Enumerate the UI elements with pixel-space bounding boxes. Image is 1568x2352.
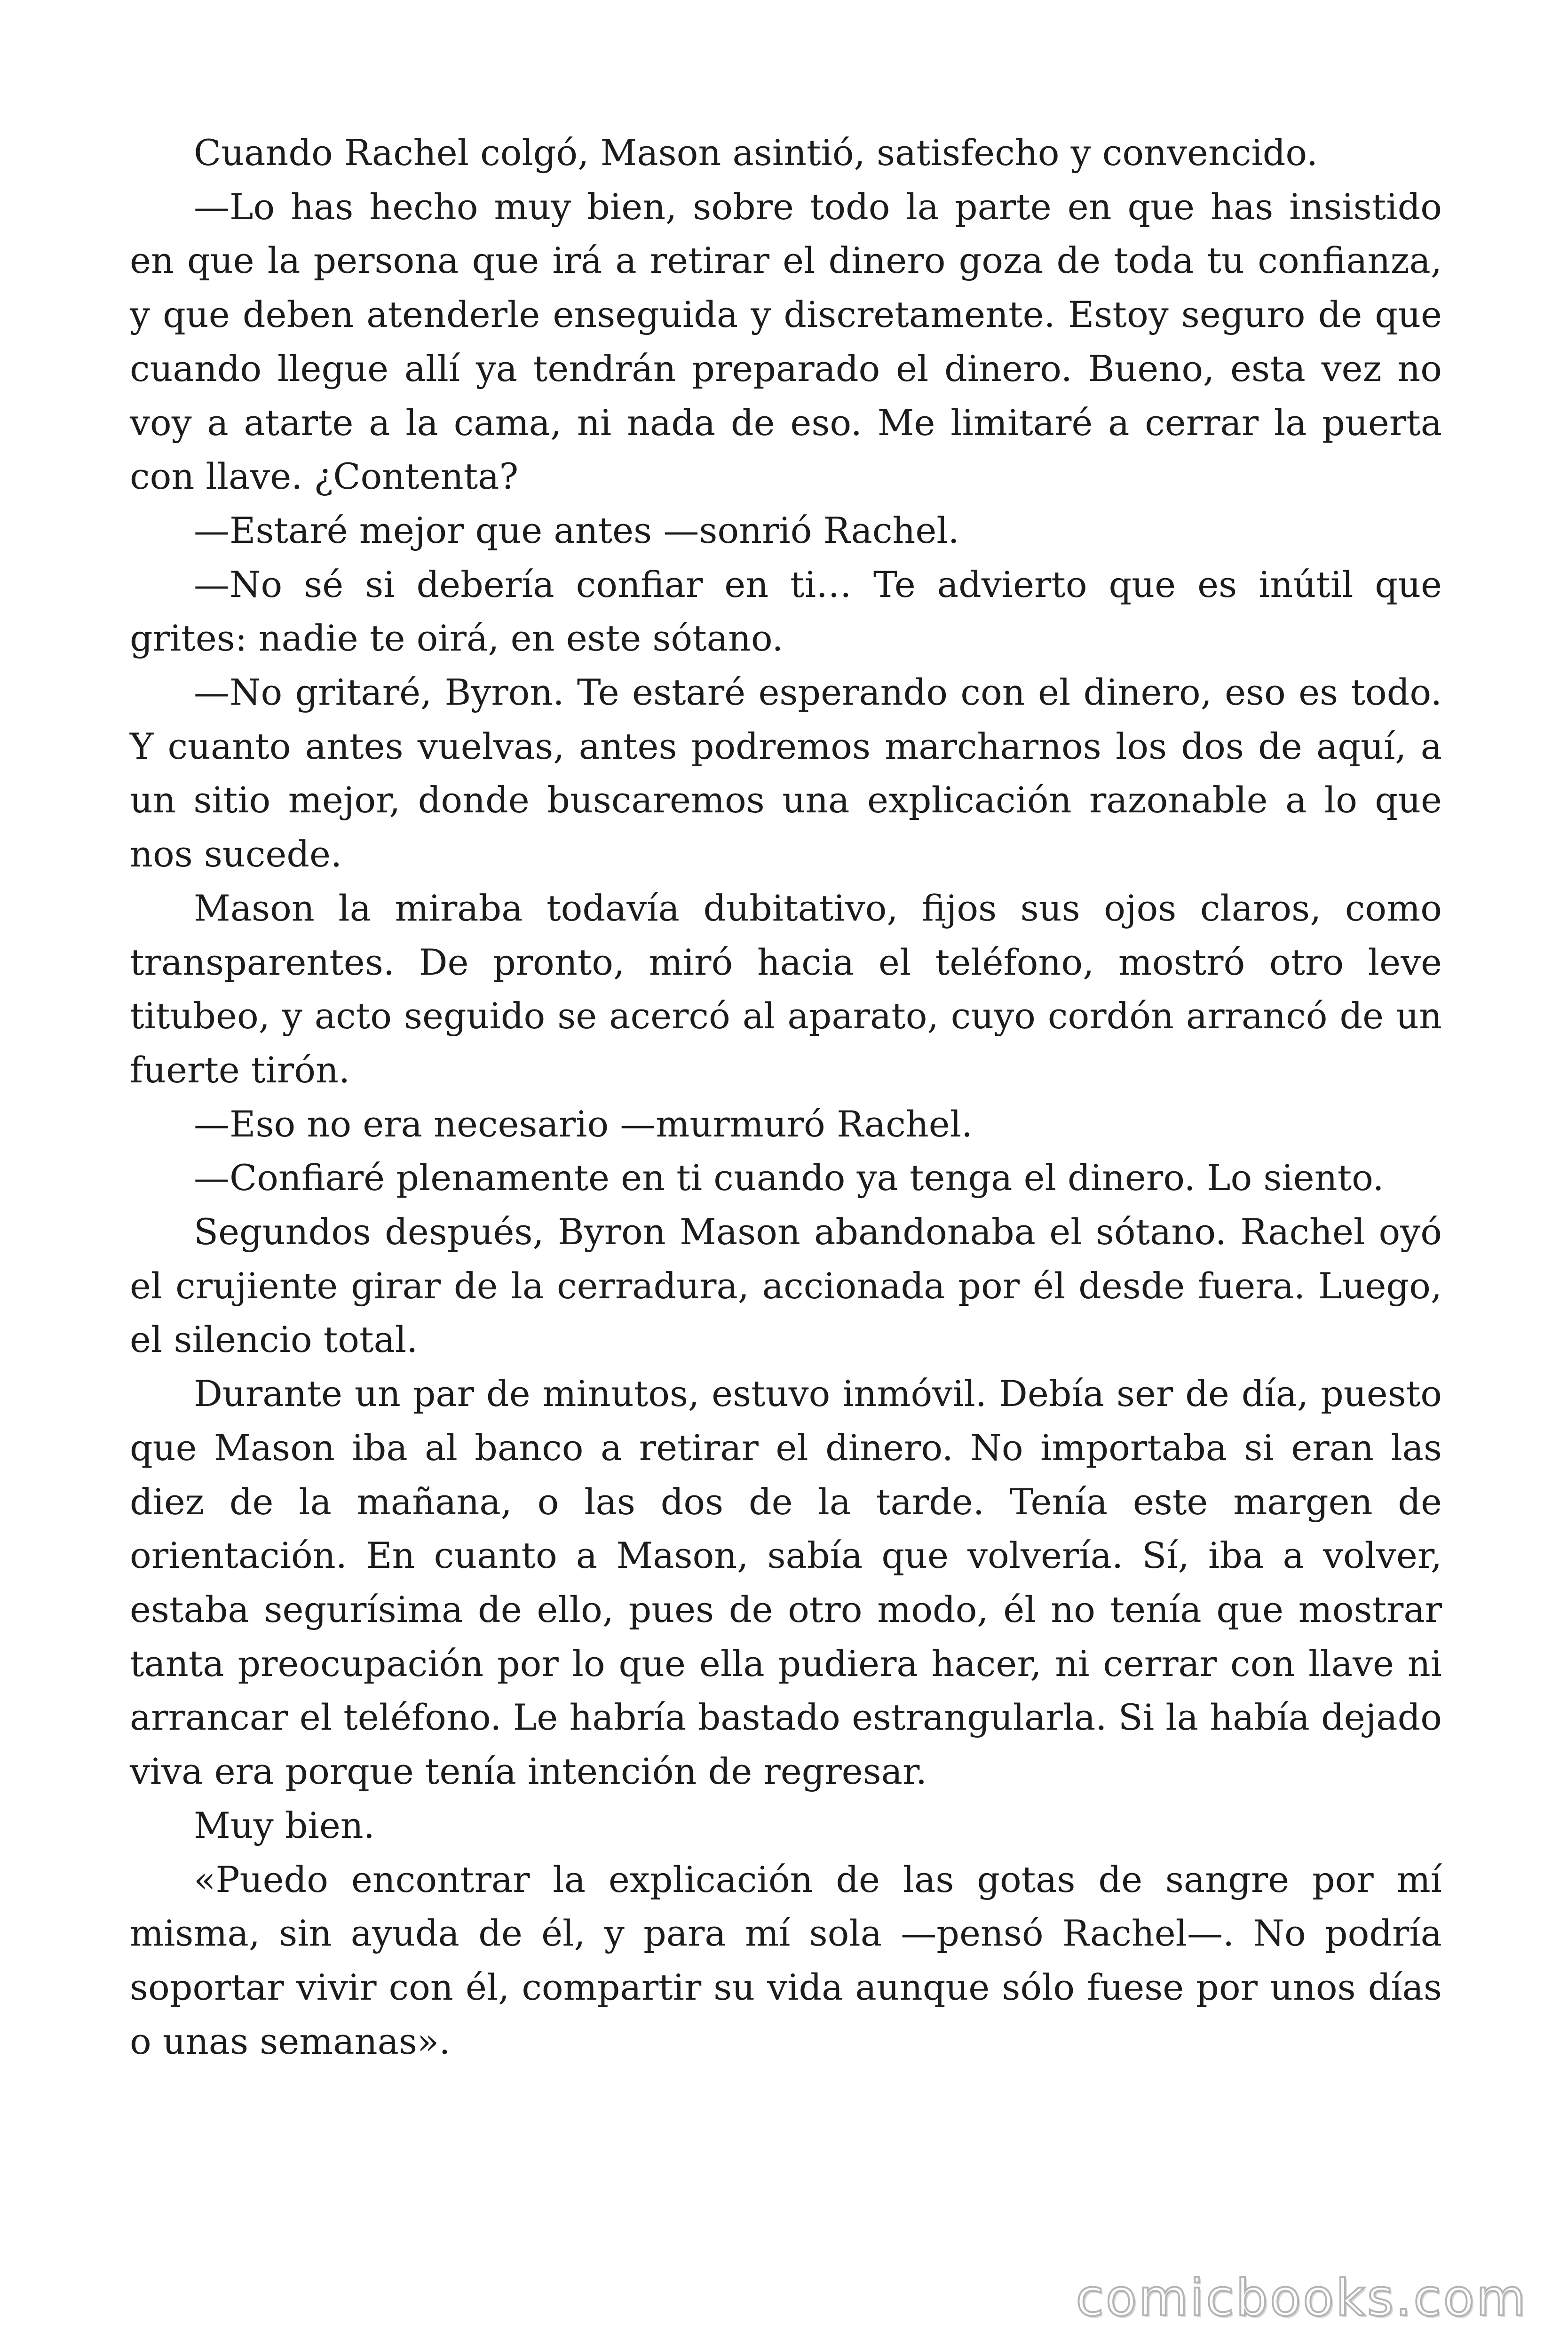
paragraph: —Estaré mejor que antes —sonrió Rachel. [194, 509, 959, 551]
paragraph: —Eso no era necesario —murmuró Rachel. [194, 1103, 973, 1145]
paragraph: —No sé si debería confiar en ti… Te advierto que es inútil que grites: nadie te oirá, en este sótano. [130, 563, 1442, 660]
paragraph: Mason la miraba todavía dubitativo, fijos sus ojos claros, como transparentes. De pronto, miró hacia el teléfono, mostró otro leve titubeo, y acto seguido se acercó al aparato, cuyo cordón arrancó de un fuerte tirón. [130, 887, 1442, 1091]
paragraph: —No gritaré, Byron. Te estaré esperando con el dinero, eso es todo. Y cuanto antes vuelvas, antes podremos marcharnos los dos de aquí, a un sitio mejor, donde buscaremos una explicación razonable a lo que nos sucede. [130, 671, 1442, 875]
paragraph: —Confiaré plenamente en ti cuando ya tenga el dinero. Lo siento. [194, 1157, 1384, 1199]
paragraph: Segundos después, Byron Mason abandonaba el sótano. Rachel oyó el crujiente girar de la cerradura, accionada por él desde fuera. Luego, el silencio total. [130, 1211, 1442, 1361]
paragraph: —Lo has hecho muy bien, sobre todo la parte en que has insistido en que la persona que irá a retirar el dinero goza de toda tu confianza, y que deben atenderle enseguida y discretamente. Estoy seguro de que cuando llegue allí ya tendrán preparado el dinero. Bueno, esta vez no voy a atarte a la cama, ni nada de eso. Me limitaré a cerrar la puerta con llave. ¿Contenta? [130, 185, 1442, 498]
paragraph: «Puedo encontrar la explicación de las gotas de sangre por mí misma, sin ayuda de él, y para mí sola —pensó Rachel—. No podría soportar vivir con él, compartir su vida aunque sólo fuese por unos días o unas semanas». [130, 1858, 1442, 2062]
paragraph: Durante un par de minutos, estuvo inmóvil. Debía ser de día, puesto que Mason iba al banco a retirar el dinero. No importaba si eran las diez de la mañana, o las dos de la tarde. Tenía este margen de orientación. En cuanto a Mason, sabía que volvería. Sí, iba a volver, estaba segurísima de ello, pues de otro modo, él no tenía que mostrar tanta preocupación por lo que ella pudiera hacer, ni cerrar con llave ni arrancar el teléfono. Le habría bastado estrangularla. Si la había dejado viva era porque tenía intención de regresar. [130, 1373, 1442, 1793]
body-text [130, 126, 1442, 2068]
watermark: comicbooks.com [1076, 2269, 1528, 2328]
paragraph: Muy bien. [194, 1804, 375, 1846]
paragraph: Cuando Rachel colgó, Mason asintió, satisfecho y convencido. [194, 132, 1318, 174]
